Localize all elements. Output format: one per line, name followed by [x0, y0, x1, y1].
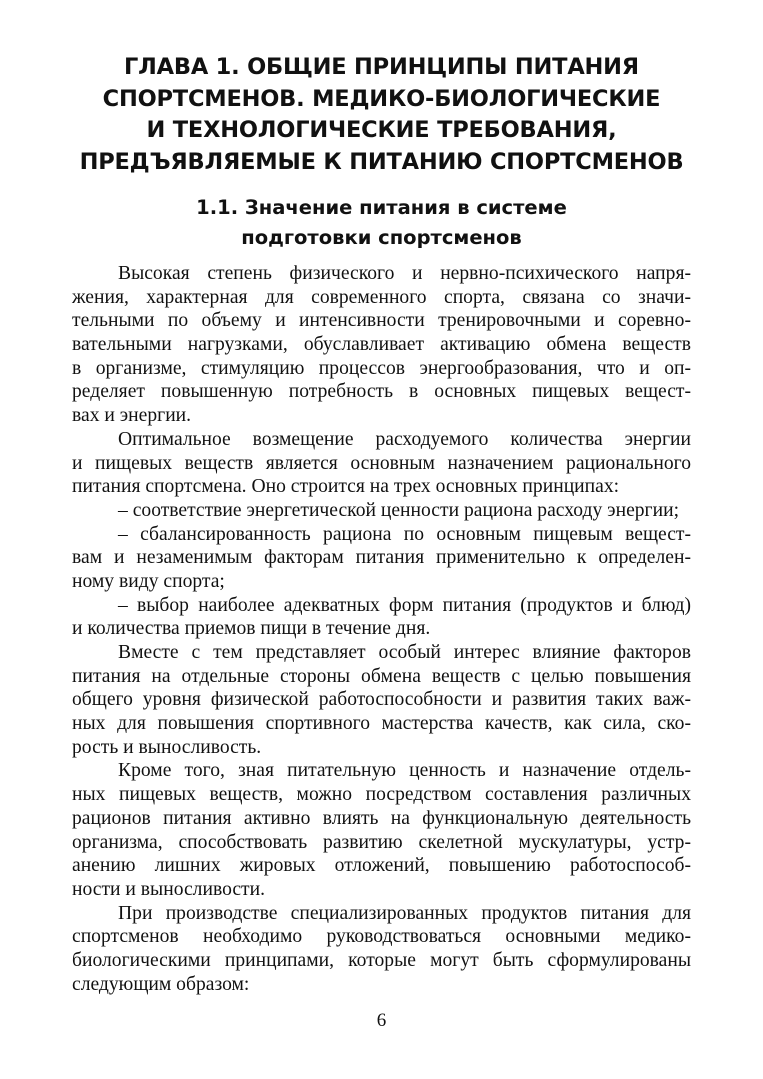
- chapter-title: [50, 52, 713, 178]
- paragraph: [72, 428, 691, 499]
- text-line: вах и энергии.: [72, 405, 192, 427]
- page-number: 6: [376, 1010, 387, 1031]
- text-line: анению лишних жировых отложений, повышению работоспособ-: [72, 855, 691, 877]
- section-title-line: подготовки спортсменов: [241, 226, 522, 249]
- text-line: вам и незаменимым факторам питания применительно к определен-: [72, 547, 691, 569]
- text-line: питания спортсмена. Оно строится на трех основных принципах:: [72, 476, 620, 498]
- text-line: питания на отдельные стороны обмена веществ с целью повышения: [72, 665, 691, 687]
- text-line: ному виду спорта;: [72, 570, 225, 592]
- text-line: – сбалансированность рациона по основным пищевым вещест-: [118, 523, 691, 545]
- text-line: рационов питания активно влиять на функциональную деятельность: [72, 807, 691, 829]
- text-line: тельными по объему и интенсивности тренировочными и соревно-: [72, 310, 691, 332]
- chapter-title-line: И ТЕХНОЛОГИЧЕСКИЕ ТРЕБОВАНИЯ,: [146, 117, 617, 143]
- text-line: ных для повышения спортивного мастерства качеств, как сила, ско-: [72, 713, 691, 735]
- text-line: Высокая степень физического и нервно-психического напря-: [118, 263, 691, 284]
- text-line: вательными нагрузками, обуславливает активацию обмена веществ: [72, 334, 691, 356]
- paragraph: [72, 759, 691, 901]
- section-title: [100, 193, 663, 253]
- list-item: [72, 523, 691, 594]
- body-text: [72, 262, 691, 996]
- chapter-title-line: ГЛАВА 1. ОБЩИЕ ПРИНЦИПЫ ПИТАНИЯ: [124, 54, 639, 80]
- chapter-title-line: ПРЕДЪЯВЛЯЕМЫЕ К ПИТАНИЮ СПОРТСМЕНОВ: [79, 148, 684, 175]
- text-line: рость и выносливость.: [72, 736, 262, 758]
- text-line: ных пищевых веществ, можно посредством составления различных: [72, 784, 691, 806]
- text-line: ределяет повышенную потребность в основных пищевых вещест-: [72, 381, 691, 403]
- text-line: общего уровня физической работоспособности и развития таких важ-: [72, 689, 691, 711]
- paragraph: [72, 902, 691, 997]
- text-line: в организме, стимуляцию процессов энергообразования, что и оп-: [72, 357, 691, 379]
- text-line: спортсменов необходимо руководствоваться основными медико-: [72, 926, 691, 948]
- text-line: – соответствие энергетической ценности рациона расходу энергии;: [118, 499, 680, 521]
- paragraph: [72, 641, 691, 759]
- list-item: [72, 594, 691, 641]
- paragraph: [72, 262, 691, 428]
- list-item: [72, 499, 691, 523]
- text-line: организма, способствовать развитию скелетной мускулатуры, устр-: [72, 831, 691, 853]
- text-line: Кроме того, зная питательную ценность и назначение отдель-: [118, 760, 691, 782]
- section-title-line: 1.1. Значение питания в системе: [196, 196, 567, 219]
- text-line: следующим образом:: [72, 973, 250, 995]
- text-line: – выбор наиболее адекватных форм питания (продуктов и блюд): [118, 594, 691, 616]
- text-line: и пищевых веществ является основным назначением рационального: [72, 452, 691, 474]
- text-line: биологическими принципами, которые могут быть сформулированы: [72, 949, 691, 971]
- text-line: Вместе с тем представляет особый интерес влияние факторов: [118, 642, 691, 663]
- chapter-title-line: СПОРТСМЕНОВ. МЕДИКО-БИОЛОГИЧЕСКИЕ: [102, 85, 661, 112]
- text-line: Оптимальное возмещение расходуемого количества энергии: [118, 428, 691, 450]
- text-line: При производстве специализированных продуктов питания для: [118, 902, 691, 924]
- text-line: жения, характерная для современного спорта, связана со значи-: [72, 286, 691, 308]
- text-line: ности и выносливости.: [72, 878, 265, 900]
- text-line: и количества приемов пищи в течение дня.: [72, 618, 431, 640]
